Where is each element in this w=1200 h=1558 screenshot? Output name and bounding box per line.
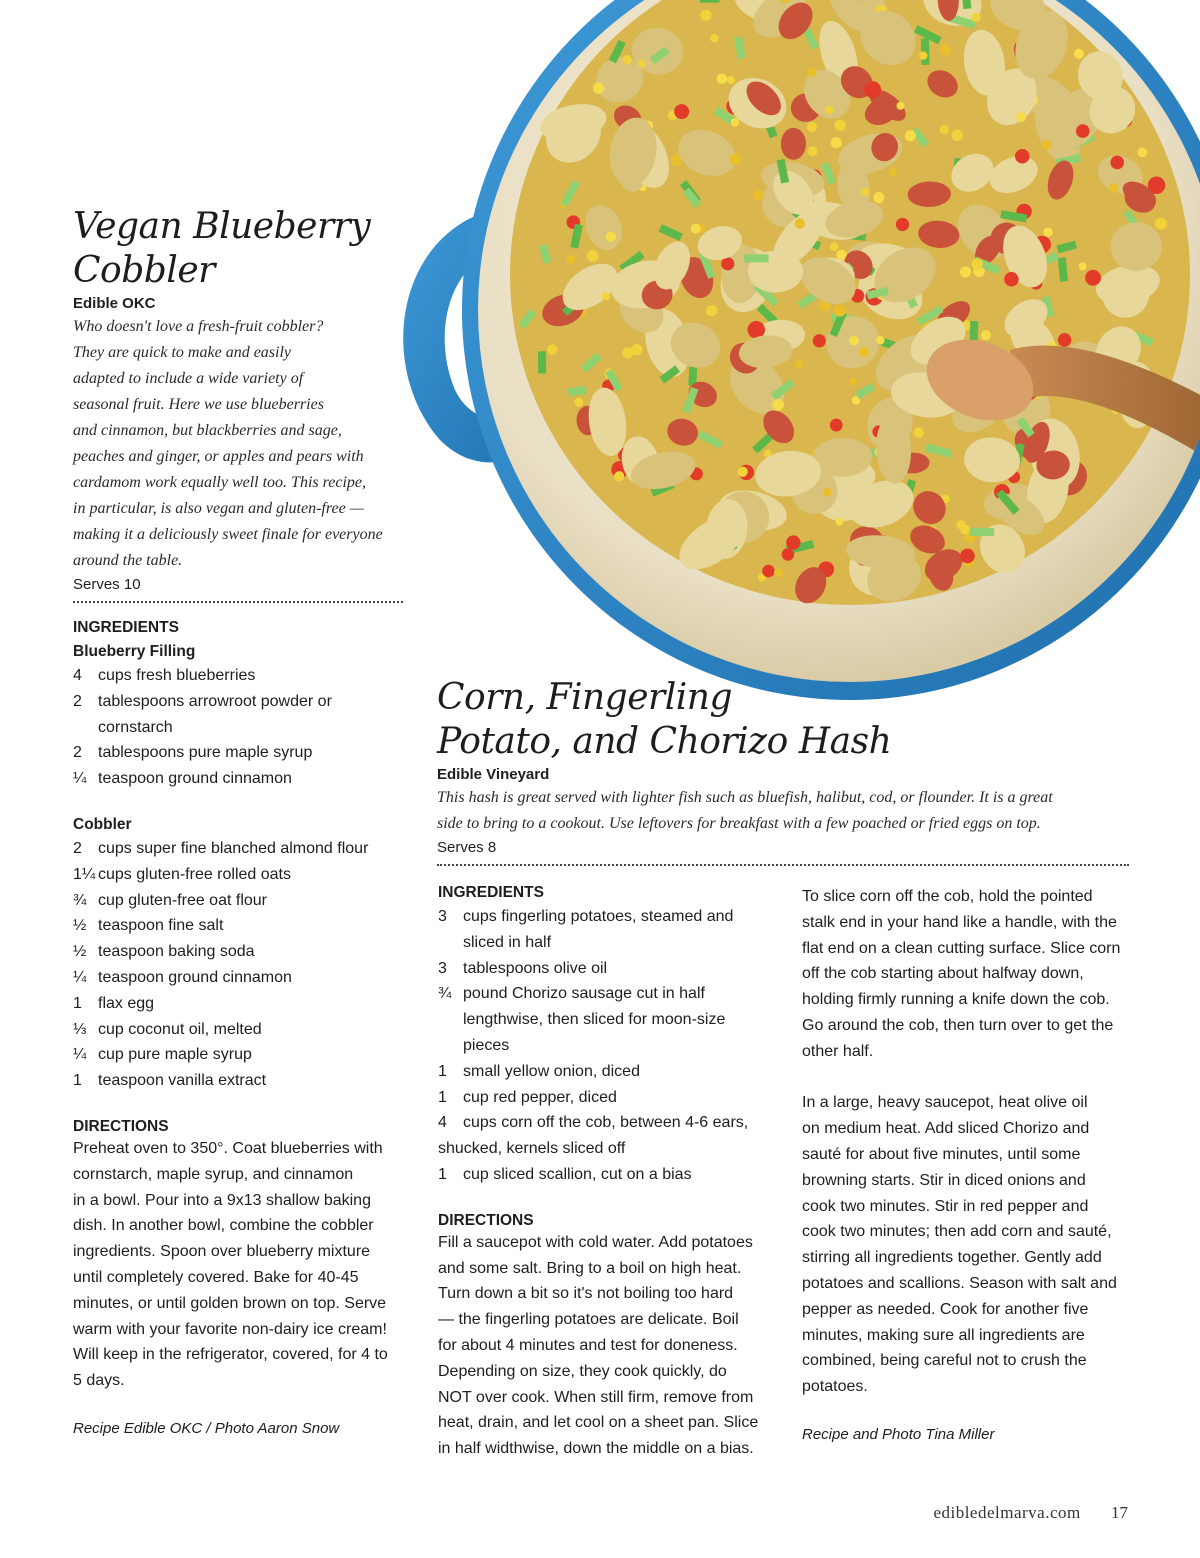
ingredient-row — [73, 939, 403, 965]
title-line-1: Vegan Blueberry — [73, 206, 371, 247]
corn-piece — [876, 336, 885, 345]
ingredient-row — [73, 862, 403, 888]
pepper-piece — [762, 565, 775, 578]
pepper-piece — [864, 81, 881, 98]
corn-piece — [951, 130, 963, 142]
intro-line: They are quick to make and easily — [73, 344, 292, 361]
corn-piece — [1109, 183, 1118, 192]
pepper-piece — [1058, 333, 1072, 347]
corn-piece — [606, 232, 616, 242]
directions-line: 5 days. — [73, 1372, 125, 1390]
ingredient-quantity: 3 — [438, 959, 447, 977]
cook-line: on medium heat. Add sliced Chorizo and — [802, 1120, 1090, 1138]
tip-line: stalk end in your hand like a handle, with the — [802, 913, 1117, 931]
ingredient-quantity: ¾ — [438, 985, 452, 1003]
photo-credit: Recipe Edible OKC / Photo Aaron Snow — [73, 1419, 340, 1437]
directions-heading: DIRECTIONS — [438, 1211, 534, 1229]
ingredient-quantity: 1 — [438, 1165, 447, 1183]
pepper-piece — [960, 549, 975, 564]
cook-line: combined, being careful not to crush the — [802, 1352, 1087, 1370]
recipe-title — [73, 205, 403, 293]
cobbler-list — [73, 836, 403, 1094]
ingredient-row — [73, 740, 403, 766]
cook-line: stirring all ingredients together. Gently add — [802, 1249, 1102, 1267]
corn-piece — [808, 146, 818, 156]
ingredients-list — [438, 904, 768, 1136]
ingredient-row — [438, 1085, 768, 1111]
directions-line: ingredients. Spoon over blueberry mixture — [73, 1243, 371, 1261]
ingredient-quantity: 4 — [438, 1114, 447, 1132]
corn-piece — [1155, 218, 1167, 230]
intro-line: side to bring to a cookout. Use leftovers for breakfast with a few poached or fried eggs on top. — [437, 815, 1041, 832]
pepper-piece — [786, 535, 800, 549]
corn-piece — [730, 153, 742, 165]
cook-line: sauté for about five minutes, until some — [802, 1145, 1081, 1163]
cobbler-heading: Cobbler — [73, 815, 132, 833]
scallion-piece — [538, 351, 546, 373]
intro-line: making it a deliciously sweet finale for everyone — [73, 526, 383, 543]
ingredient-text: teaspoon ground cinnamon — [98, 968, 292, 986]
corn-piece — [972, 258, 983, 269]
directions-line: Fill a saucepot with cold water. Add potatoes — [438, 1233, 753, 1251]
corn-piece — [896, 102, 904, 110]
corn-piece — [614, 471, 624, 481]
ingredient-quantity: ½ — [73, 917, 87, 935]
intro-line: peaches and ginger, or apples and pears with — [73, 448, 364, 465]
cook-line: pepper as needed. Cook for another five — [802, 1300, 1089, 1318]
corn-piece — [960, 525, 970, 535]
ingredient-row — [73, 1042, 403, 1068]
ingredient-quantity: ¼ — [73, 770, 87, 788]
corn-piece — [710, 34, 719, 43]
corn-piece — [940, 125, 949, 134]
serves: Serves 10 — [73, 576, 141, 593]
corn-piece — [1016, 112, 1026, 122]
directions-line: in half widthwise, down the middle on a bias. — [438, 1440, 754, 1458]
tip-line: Go around the cob, then turn over to get the — [802, 1016, 1114, 1034]
corn-piece — [834, 120, 846, 132]
corn-piece — [774, 568, 783, 577]
ingredient-row — [73, 888, 403, 914]
recipe-title — [437, 676, 1137, 764]
ingredient-quantity: ¼ — [73, 968, 87, 986]
recipe-source: Edible OKC — [73, 295, 156, 312]
ingredient-quantity: 1 — [73, 1072, 82, 1090]
corn-slicing-tip — [802, 884, 1132, 1065]
corn-piece — [727, 76, 735, 84]
ingredient-text: small yellow onion, diced — [463, 1062, 640, 1080]
corn-piece — [638, 60, 646, 68]
directions-line: — the fingerling potatoes are delicate. Boil — [438, 1311, 739, 1329]
corn-piece — [1079, 262, 1087, 270]
ingredient-row — [73, 965, 403, 991]
corn-piece — [960, 266, 971, 277]
intro-line: around the table. — [73, 552, 183, 569]
corn-piece — [795, 218, 805, 228]
corn-piece — [772, 399, 784, 411]
ingredient-quantity: 1¼ — [73, 865, 96, 883]
ingredient-text: tablespoons pure maple syrup — [98, 744, 313, 762]
intro-line: Who doesn't love a fresh-fruit cobbler? — [73, 318, 324, 335]
recipe-intro — [73, 314, 403, 574]
ingredient-row — [438, 981, 768, 1058]
ingredient-text: cups gluten-free rolled oats — [98, 865, 291, 883]
recipe-corn-hash-header — [437, 676, 1137, 866]
tip-line: other half. — [802, 1042, 874, 1060]
filling-heading: Blueberry Filling — [73, 643, 196, 660]
corn-piece — [547, 344, 557, 354]
scallion-piece — [969, 528, 994, 536]
intro-line: and cinnamon, but blackberries and sage, — [73, 422, 342, 439]
ingredient-text: cups super fine blanched almond flour — [98, 839, 369, 857]
corn-piece — [825, 106, 833, 114]
corn-piece — [622, 55, 631, 64]
corn-piece — [834, 305, 846, 317]
photo-credit: Recipe and Photo Tina Miller — [802, 1425, 995, 1443]
ingredient-quantity: 2 — [73, 839, 82, 857]
corn-piece — [830, 242, 839, 251]
ingredient-text: cup red pepper, diced — [463, 1088, 617, 1106]
corn-piece — [706, 305, 717, 316]
recipe-intro — [437, 785, 1137, 837]
ingredient-row — [73, 1017, 403, 1043]
title-line-2: Potato, and Chorizo Hash — [437, 721, 892, 762]
ingredient-quantity: 4 — [73, 667, 82, 684]
intro-line: in particular, is also vegan and gluten-free — — [73, 500, 364, 517]
corn-piece — [1042, 140, 1052, 150]
ingredient-row — [438, 1059, 768, 1085]
scallion-piece — [700, 0, 720, 3]
cook-line: browning starts. Stir in diced onions and — [802, 1171, 1086, 1189]
ingredient-quantity: ½ — [73, 943, 87, 961]
ingredient-quantity: 1 — [438, 1062, 447, 1080]
corn-piece — [691, 224, 701, 234]
recipe-source: Edible Vineyard — [437, 766, 550, 783]
directions-line: Preheat oven to 350°. Coat blueberries with — [73, 1139, 383, 1157]
dotted-divider — [437, 864, 1129, 866]
ingredient-quantity: ¼ — [73, 1046, 87, 1064]
corn-piece — [795, 360, 803, 368]
ingredient-row — [438, 904, 768, 956]
scallion-piece — [744, 254, 768, 262]
corn-piece — [1043, 227, 1053, 237]
corn-piece — [873, 192, 884, 203]
corn-piece — [939, 44, 950, 55]
ingredient-quantity: 2 — [73, 744, 82, 762]
tip-line: off the cob starting about halfway down, — [802, 965, 1084, 983]
ingredient-text: cup gluten-free oat flour — [98, 891, 267, 909]
corn-piece — [700, 10, 711, 21]
ingredient-text: cups fresh blueberries — [98, 667, 256, 684]
corn-piece — [622, 347, 633, 358]
cooking-instructions — [802, 1090, 1132, 1400]
corn-piece — [889, 168, 897, 176]
directions-line: warm with your favorite non-dairy ice cream! — [73, 1320, 387, 1338]
pepper-piece — [1015, 149, 1029, 163]
ingredient-quantity: 2 — [73, 692, 82, 710]
intro-line: This hash is great served with lighter fish such as bluefish, halibut, cod, or flounder. It is a great — [437, 789, 1053, 806]
directions-line: until completely covered. Bake for 40-45 — [73, 1268, 359, 1286]
corn-piece — [593, 82, 604, 93]
chorizo-piece — [781, 128, 806, 160]
corn-piece — [914, 427, 924, 437]
ingredient-text: teaspoon ground cinnamon — [98, 770, 292, 788]
directions-line: and some salt. Bring to a boil on high heat. — [438, 1259, 742, 1277]
directions-text — [73, 1136, 403, 1394]
corn-piece — [849, 378, 857, 386]
ingredient-row — [73, 836, 403, 862]
corn-piece — [807, 68, 816, 77]
pepper-piece — [1004, 272, 1018, 286]
intro-line: seasonal fruit. Here we use blueberries — [73, 396, 324, 413]
ingredient-quantity: 3 — [438, 908, 447, 925]
ingredient-quantity: ¾ — [73, 891, 87, 909]
ingredient-text: tablespoons arrowroot powder or cornstarch — [98, 692, 332, 736]
corn-piece — [1137, 147, 1147, 157]
ingredient-quantity: ⅓ — [73, 1020, 87, 1038]
tip-line: holding firmly running a knife down the cob. — [802, 991, 1110, 1009]
ingredient-text: cups fingerling potatoes, steamed and sliced in half — [463, 908, 734, 951]
directions-line: cornstarch, maple syrup, and cinnamon — [73, 1165, 354, 1183]
corn-piece — [981, 330, 991, 340]
directions-line: Will keep in the refrigerator, covered, for 4 to — [73, 1346, 388, 1364]
filling-list — [73, 663, 403, 792]
corn-piece — [823, 488, 832, 497]
corn-piece — [1074, 49, 1084, 59]
cook-line: In a large, heavy saucepot, heat olive oil — [802, 1094, 1088, 1112]
corn-piece — [602, 292, 610, 300]
ingredient-wrap-line: shucked, kernels sliced off — [438, 1140, 626, 1158]
pepper-piece — [830, 419, 843, 432]
pepper-piece — [1085, 270, 1101, 286]
ingredient-text: teaspoon vanilla extract — [98, 1072, 267, 1090]
corn-piece — [753, 190, 764, 201]
corn-piece — [905, 130, 916, 141]
ingredient-row — [438, 956, 768, 982]
corn-piece — [574, 398, 583, 407]
directions-line: for about 4 minutes and test for doneness. — [438, 1336, 738, 1354]
corn-piece — [859, 347, 870, 358]
ingredient-text: cup pure maple syrup — [98, 1046, 252, 1064]
corn-piece — [919, 51, 928, 60]
directions-line: Depending on size, they cook quickly, do — [438, 1362, 727, 1380]
ingredient-text: teaspoon fine salt — [98, 917, 224, 935]
tip-line: To slice corn off the cob, hold the pointed — [802, 888, 1093, 905]
ingredient-text: tablespoons olive oil — [463, 959, 608, 977]
pepper-piece — [813, 334, 826, 347]
cook-line: minutes, making sure all ingredients are — [802, 1326, 1085, 1344]
directions-line: Turn down a bit so it's not boiling too hard — [438, 1285, 734, 1303]
hash-pot-photo — [380, 0, 1200, 780]
corn-piece — [737, 467, 747, 477]
corn-piece — [587, 250, 599, 262]
ingredient-text: pound Chorizo sausage cut in half lengthwise, then sliced for moon-size pieces — [463, 985, 726, 1054]
page-number: 17 — [1111, 1503, 1128, 1522]
pepper-piece — [1110, 156, 1124, 170]
ingredient-row — [73, 766, 403, 792]
ingredient-row — [438, 1110, 768, 1136]
corn-piece — [831, 137, 842, 148]
website-url: edibledelmarva.com — [933, 1503, 1081, 1522]
ingredient-row — [73, 913, 403, 939]
corn-piece — [807, 122, 817, 132]
dotted-divider — [73, 601, 403, 603]
cook-line: potatoes. — [802, 1378, 868, 1396]
corn-piece — [717, 73, 728, 84]
title-line-2: Cobbler — [73, 250, 215, 291]
ingredient-row — [438, 1162, 768, 1188]
title-line-1: Corn, Fingerling — [437, 677, 732, 718]
intro-line: cardamom work equally well too. This recipe, — [73, 474, 366, 491]
corn-piece — [860, 188, 869, 197]
directions-line: heat, drain, and let cool on a sheet pan. Slice — [438, 1414, 759, 1432]
directions-line: in a bowl. Pour into a 9x13 shallow baking — [73, 1191, 371, 1209]
ingredient-quantity: 1 — [73, 994, 82, 1012]
corn-piece — [731, 118, 740, 127]
cook-line: potatoes and scallions. Season with salt and — [802, 1274, 1117, 1292]
corn-piece — [849, 336, 859, 346]
ingredient-row — [73, 1068, 403, 1094]
serves: Serves 8 — [437, 839, 497, 856]
ingredient-row — [73, 663, 403, 689]
pepper-piece — [674, 104, 689, 119]
cook-line: cook two minutes; then add corn and sauté, — [802, 1223, 1112, 1241]
ingredient-row — [73, 991, 403, 1017]
directions-line: minutes, or until golden brown on top. Serve — [73, 1294, 387, 1312]
ingredient-text: cups corn off the cob, between 4-6 ears, — [463, 1114, 749, 1132]
recipe-corn-hash-method-column — [802, 884, 1132, 1443]
tip-line: flat end on a clean cutting surface. Slice corn — [802, 939, 1121, 957]
intro-line: adapted to include a wide variety of — [73, 370, 304, 387]
ingredients-heading: INGREDIENTS — [73, 619, 179, 636]
ingredient-text: teaspoon baking soda — [98, 943, 255, 961]
ingredient-row — [73, 689, 403, 741]
pepper-piece — [896, 218, 909, 231]
ingredient-text: cup coconut oil, melted — [98, 1020, 262, 1038]
directions-heading: DIRECTIONS — [73, 1117, 169, 1135]
directions-line: NOT over cook. When still firm, remove from — [438, 1388, 754, 1406]
ingredients-heading: INGREDIENTS — [438, 884, 544, 901]
pepper-piece — [782, 548, 795, 561]
page-footer — [933, 1503, 1128, 1523]
directions-line: dish. In another bowl, combine the cobbler — [73, 1217, 374, 1235]
corn-piece — [835, 518, 843, 526]
pepper-piece — [1076, 124, 1090, 138]
corn-piece — [671, 155, 682, 166]
ingredient-quantity: 1 — [438, 1088, 447, 1106]
cook-line: cook two minutes. Stir in red pepper and — [802, 1197, 1089, 1215]
directions-text — [438, 1230, 768, 1462]
recipe-corn-hash-ingredients-column — [438, 884, 768, 1462]
recipe-vegan-blueberry-cobbler — [73, 205, 403, 1437]
ingredient-text: cup sliced scallion, cut on a bias — [463, 1165, 692, 1183]
corn-piece — [566, 254, 575, 263]
corn-piece — [971, 13, 980, 22]
ingredient-text: flax egg — [98, 994, 155, 1012]
